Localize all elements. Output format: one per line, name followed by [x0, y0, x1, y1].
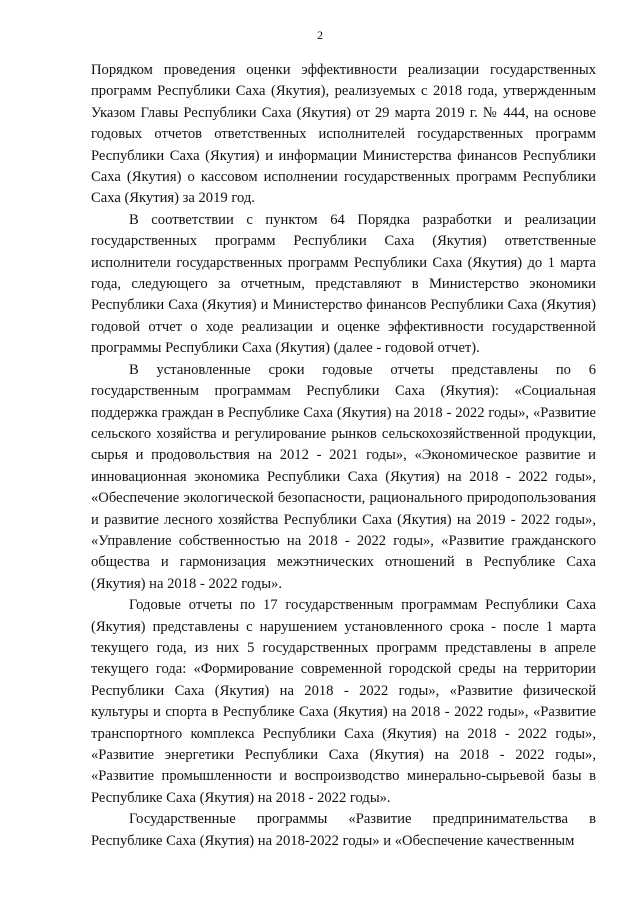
- paragraph-1: Порядком проведения оценки эффективности реализации государственных программ Республики Саха (Якутия), реализуемых с 2018 года, утвержденным Указом Главы Республики Саха (Якутия) от 29 марта 2019 г. № 444, на основе годовых отчетов ответственных исполнителей государственных программ Республики Саха (Якутия) и информации Министерства финансов Республики Саха (Якутия) о кассовом исполнении государственных программ Республики Саха (Якутия) за 2019 год.: [91, 62, 596, 207]
- paragraph-2: В соответствии с пунктом 64 Порядка разработки и реализации государственных программ Республики Саха (Якутия) ответственные исполнители государственных программ Республики Саха (Якутия) до 1 марта года, следующего за отчетным, представляют в Министерство экономики Республики Саха (Якутия) и Министерство финансов Республики Саха (Якутия) годовой отчет о ходе реализации и оценке эффективности государственной программы Республики Саха (Якутия) (далее - годовой отчет).: [91, 211, 596, 357]
- paragraph-3: В установленные сроки годовые отчеты представлены по 6 государственным программам Республики Саха (Якутия): «Социальная поддержка граждан в Республике Саха (Якутия) на 2018 - 2022 годы», «Развитие сельского хозяйства и регулирование рынков сельскохозяйственной продукции, сырья и продовольствия на 2012 - 2021 годы», «Экономическое развитие и инновационная экономика Республики Саха (Якутия) на 2018 - 2022 годы», «Обеспечение экологической безопасности, рационального природопользования и развитие лесного хозяйства Республики Саха (Якутия) на 2019 - 2022 годы», «Управление собственностью на 2018 - 2022 годы», «Развитие гражданского общества и гармонизация межэтнических отношений в Республике Саха (Якутия) на 2018 - 2022 годы».: [91, 361, 596, 592]
- paragraph-4: Годовые отчеты по 17 государственным программам Республики Саха (Якутия) представлены с нарушением установленного срока - после 1 марта текущего года, из них 5 государственных программ представлены в апреле текущего года: «Формирование современной городской среды на территории Республики Саха (Якутия) на 2018 - 2022 годы», «Развитие физической культуры и спорта в Республике Саха (Якутия) на 2018 - 2022 годы», «Развитие транспортного комплекса Республики Саха (Якутия) на 2018 - 2022 годы», «Развитие энергетики Республики Саха (Якутия) на 2018 - 2022 годы», «Развитие промышленности и воспроизводство минерально-сырьевой базы в Республике Саха (Якутия) на 2018 - 2022 годы».: [91, 597, 596, 806]
- document-body: [91, 60, 596, 852]
- paragraph-5: Государственные программы «Развитие предпринимательства в Республике Саха (Якутия) на 2018-2022 годы» и «Обеспечение качественным: [91, 811, 596, 849]
- page-number: 2: [317, 28, 323, 42]
